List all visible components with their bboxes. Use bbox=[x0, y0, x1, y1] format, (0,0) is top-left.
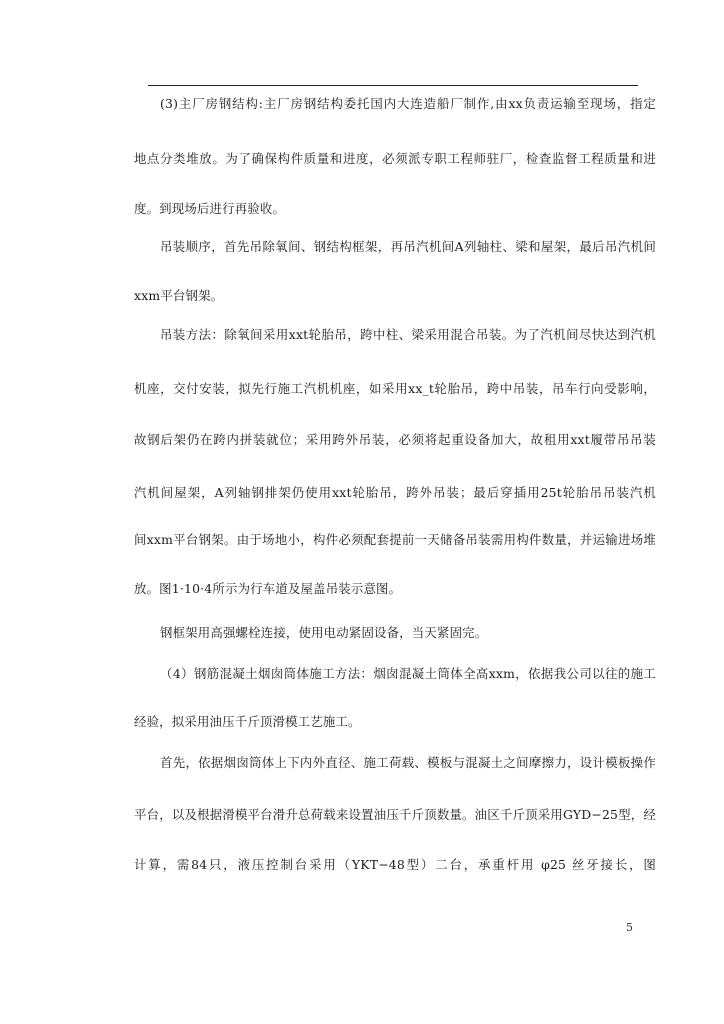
text-line: 钢框架用高强螺栓连接，使用电动紧固设备，当天紧固完。 bbox=[160, 625, 488, 640]
text-line: 放。图1·10·4所示为行车道及屋盖吊装示意图。 bbox=[134, 581, 402, 596]
text-line: 经验，拟采用油压千斤顶滑模工艺施工。 bbox=[134, 714, 361, 729]
text-line: 首先，依据烟囱筒体上下内外直径、施工荷载、模板与混凝土之间摩擦力，设计模板操作 bbox=[160, 755, 656, 770]
text-line: 机座，交付安装，拟先行施工汽机机座，如采用xx_t轮胎吊，跨中吊装，吊车行向受影响， bbox=[134, 381, 656, 396]
text-line: xxm平台钢架。 bbox=[134, 288, 224, 303]
text-line: 平台，以及根据滑模平台滑升总荷载来设置油压千斤顶数量。油区千斤顶采用GYD−25型，经 bbox=[134, 807, 656, 822]
page-number: 5 bbox=[626, 921, 633, 934]
text-line: (3)主厂房钢结构:主厂房钢结构委托国内大连造船厂制作,由xx负责运输至现场，指定 bbox=[160, 96, 656, 111]
text-line: 间xxm平台钢架。由于场地小，构件必须配套提前一天储备吊装需用构件数量，并运输进场堆 bbox=[134, 532, 656, 547]
text-line: 吊装方法：除氧间采用xxt轮胎吊，跨中柱、梁采用混合吊装。为了汽机间尽快达到汽机 bbox=[160, 327, 656, 342]
text-line: 汽机间屋架，A列轴钢排架仍使用xxt轮胎吊，跨外吊装；最后穿插用25t轮胎吊吊装汽机 bbox=[134, 485, 656, 500]
text-line: 吊装顺序，首先吊除氧间、钢结构框架，再吊汽机间A列轴柱、梁和屋架，最后吊汽机间 bbox=[160, 239, 656, 254]
text-line: 计算，需84只，液压控制台采用（YKT−48型）二台，承重杆用 φ25 丝牙接长，图 bbox=[134, 857, 656, 872]
text-line: 故钢后架仍在跨内拼装就位；采用跨外吊装，必须将起重设备加大，故租用xxt履带吊吊装 bbox=[134, 432, 656, 447]
header-rule bbox=[148, 85, 638, 86]
text-line: （4）钢筋混凝土烟囱筒体施工方法：烟囱混凝土筒体全高xxm，依据我公司以往的施工 bbox=[160, 666, 656, 681]
text-line: 地点分类堆放。为了确保构件质量和进度，必须派专职工程师驻厂，检查监督工程质量和进 bbox=[134, 151, 656, 166]
text-line: 度。到现场后进行再验收。 bbox=[134, 201, 286, 216]
